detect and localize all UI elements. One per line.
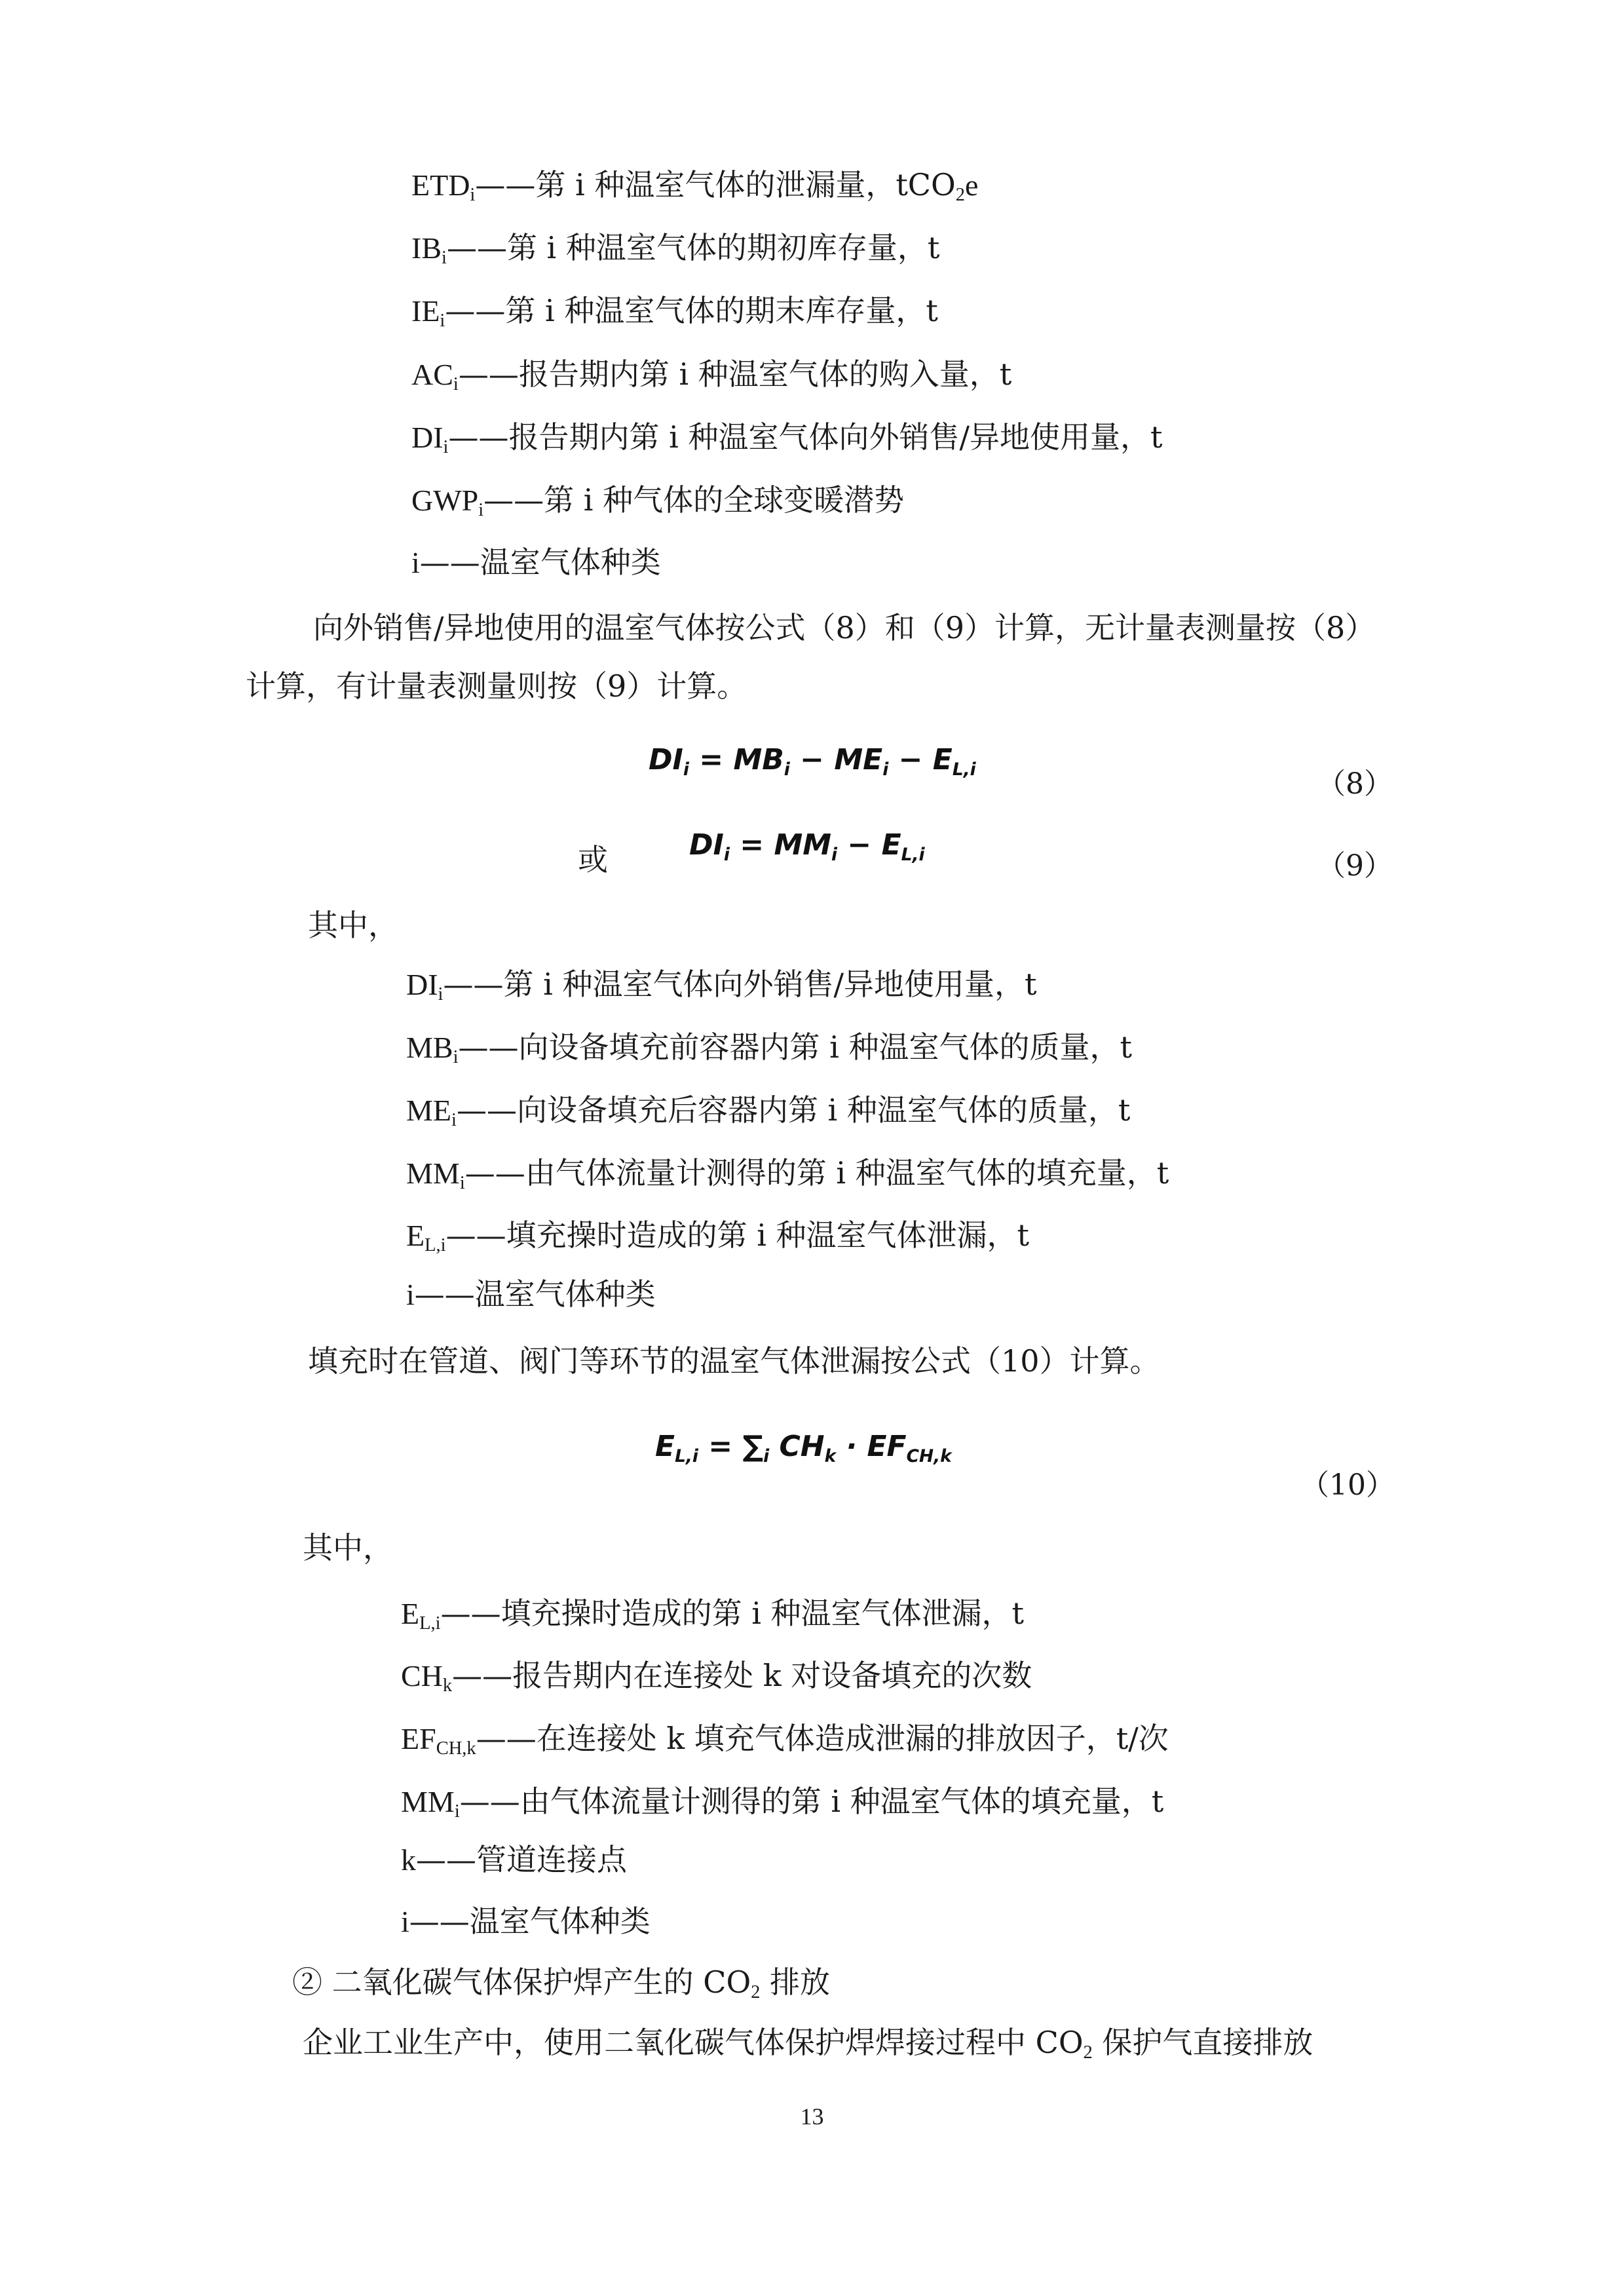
def-k: k——管道连接点 [401, 1842, 627, 1877]
def-i-2: i——温室气体种类 [406, 1276, 656, 1312]
def-chk: $CH_k——$报告期内在连接处 k 对设备填充的次数 [401, 1658, 1032, 1696]
def-mm: $MM_i——$由气体流量计测得的第 i 种温室气体的填充量，t [406, 1155, 1169, 1193]
def-me: $ME_i——$向设备填充后容器内第 i 种温室气体的质量，t [406, 1092, 1131, 1130]
def-eli: $E_{L,i}——$填充操时造成的第 i 种温室气体泄漏，t [406, 1217, 1030, 1255]
def-mm-3: $MM_i——$由气体流量计测得的第 i 种温室气体的填充量，t [401, 1784, 1164, 1822]
equation-number-8: （8） [1317, 767, 1393, 801]
def-etd: $ETD_i——$第 i 种温室气体的泄漏量，tCO$_2$e [411, 167, 979, 205]
where-label-1: 其中， [308, 908, 398, 943]
section-heading-co2-welding: ② 二氧化碳气体保护焊产生的 $CO_2$ 排放 [292, 1964, 831, 2002]
formula-9: $DI_i = MM_i - E_{L,i}$ [689, 828, 925, 866]
def-gwp: $GWP_i——$第 i 种气体的全球变暖潜势 [411, 482, 905, 520]
equation-number-10: （10） [1300, 1468, 1395, 1502]
formula-8: $DI_i = MB_i - ME_i - E_{L,i}$ [649, 743, 976, 780]
circled-number-marker: ② [292, 1964, 322, 2000]
def-ib: $IB_i——$第 i 种温室气体的期初库存量，t [411, 230, 940, 268]
def-efchk: $EF_{CH,k}——$在连接处 k 填充气体造成泄漏的排放因子，t/次 [401, 1721, 1169, 1759]
def-di: $DI_i——$报告期内第 i 种温室气体向外销售/异地使用量，t [411, 419, 1163, 457]
def-i-3: i——温室气体种类 [401, 1904, 651, 1939]
formula-9-prefix: 或 [578, 842, 608, 877]
equation-number-9: （9） [1317, 849, 1393, 883]
paragraph-3: 企业工业生产中，使用二氧化碳气体保护焊焊接过程中 $CO_2$ 保护气直接排放 [303, 2025, 1313, 2063]
def-eli-3: $E_{L,i}——$填充操时造成的第 i 种温室气体泄漏，t [401, 1596, 1025, 1634]
def-mb: $MB_i——$向设备填充前容器内第 i 种温室气体的质量，t [406, 1029, 1132, 1067]
paragraph-2: 填充时在管道、阀门等环节的温室气体泄漏按公式（10）计算。 [308, 1343, 1160, 1379]
paragraph-1-line-1: 向外销售/异地使用的温室气体按公式（8）和（9）计算，无计量表测量按（8） [313, 610, 1376, 645]
paragraph-1-line-2: 计算，有计量表测量则按（9）计算。 [246, 668, 747, 704]
def-ie: $IE_i——$第 i 种温室气体的期末库存量，t [411, 293, 938, 331]
formula-10: $E_{L,i} = \sum_i$ $CH_k \cdot EF_{CH,k}$ [655, 1430, 952, 1467]
def-di-2: $DI_i——$第 i 种温室气体向外销售/异地使用量，t [406, 966, 1037, 1004]
where-label-2: 其中， [303, 1530, 393, 1565]
page-number: 13 [800, 2103, 824, 2130]
def-i: i——温室气体种类 [411, 545, 661, 580]
def-ac: $AC_i——$报告期内第 i 种温室气体的购入量，t [411, 356, 1012, 394]
